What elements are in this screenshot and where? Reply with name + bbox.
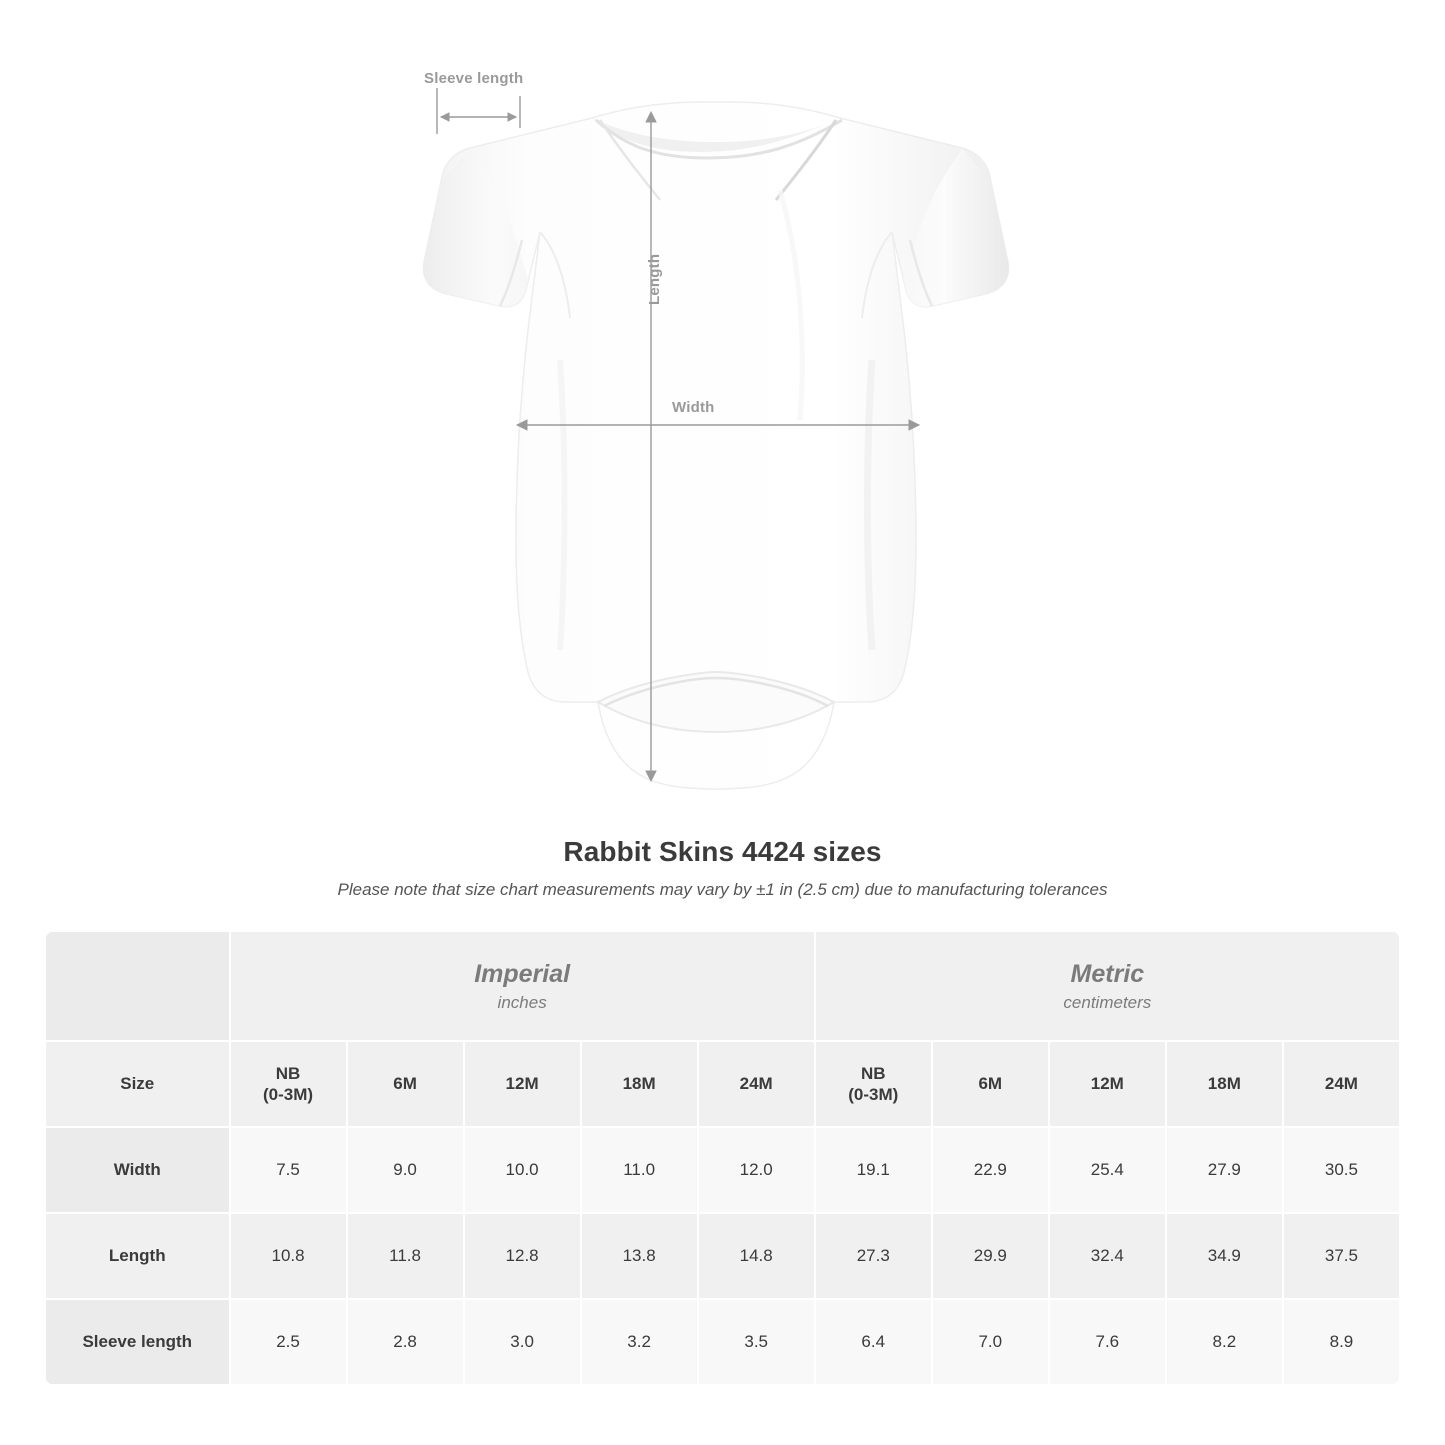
- unit-group-metric: [815, 931, 1400, 1041]
- page-title: Rabbit Skins 4424 sizes: [563, 836, 882, 867]
- column-header-row: [45, 1041, 1400, 1127]
- unit-group-imperial-name: Imperial: [474, 960, 571, 988]
- cell-sleeve-metric-6m: 7.0: [932, 1299, 1049, 1385]
- bodysuit-shape: [423, 102, 1008, 789]
- cell-length-metric-6m: 29.9: [932, 1213, 1049, 1299]
- cell-width-imperial-24m: 12.0: [698, 1127, 815, 1213]
- cell-width-imperial-6m: 9.0: [347, 1127, 464, 1213]
- cell-width-imperial-12m: 10.0: [464, 1127, 581, 1213]
- column-header-imperial-nb: [230, 1041, 347, 1127]
- cell-width-metric-12m: 25.4: [1049, 1127, 1166, 1213]
- unit-group-row: [45, 931, 1400, 1041]
- tolerance-note: Please note that size chart measurements may vary by ±1 in (2.5 cm) due to manufacturing tolerances: [337, 880, 1108, 899]
- cell-sleeve-imperial-12m: 3.0: [464, 1299, 581, 1385]
- cell-sleeve-metric-24m: 8.9: [1283, 1299, 1400, 1385]
- cell-length-imperial-24m: 14.8: [698, 1213, 815, 1299]
- unit-group-metric-sub: centimeters: [1063, 993, 1152, 1012]
- title-block: [0, 836, 1445, 900]
- length-label: Length: [646, 253, 663, 305]
- unit-group-imperial: [230, 931, 815, 1041]
- table-corner-cell: [45, 931, 230, 1041]
- unit-group-metric-name: Metric: [1070, 960, 1145, 988]
- row-label-length: Length: [45, 1213, 230, 1299]
- cell-sleeve-imperial-nb: 2.5: [230, 1299, 347, 1385]
- column-header-imperial-24m: [698, 1041, 815, 1127]
- column-header-text: 18M: [1207, 1074, 1241, 1094]
- cell-length-imperial-18m: 13.8: [581, 1213, 698, 1299]
- column-header-imperial-6m: [347, 1041, 464, 1127]
- width-arrow-right: [909, 420, 919, 430]
- cell-sleeve-imperial-18m: 3.2: [581, 1299, 698, 1385]
- cell-length-imperial-6m: 11.8: [347, 1213, 464, 1299]
- size-table-wrapper: [44, 930, 1401, 1386]
- cell-width-imperial-nb: 7.5: [230, 1127, 347, 1213]
- cell-width-imperial-18m: 11.0: [581, 1127, 698, 1213]
- column-header-metric-nb: [815, 1041, 932, 1127]
- cell-width-metric-18m: 27.9: [1166, 1127, 1283, 1213]
- cell-length-imperial-nb: 10.8: [230, 1213, 347, 1299]
- table-row: [45, 1213, 1400, 1299]
- cell-length-metric-24m: 37.5: [1283, 1213, 1400, 1299]
- cell-length-imperial-12m: 12.8: [464, 1213, 581, 1299]
- unit-group-imperial-sub: inches: [497, 993, 547, 1012]
- column-header-text: 24M: [739, 1074, 773, 1094]
- cell-width-metric-6m: 22.9: [932, 1127, 1049, 1213]
- column-header-metric-18m: [1166, 1041, 1283, 1127]
- sleeve-arrow-right: [508, 113, 516, 121]
- cell-sleeve-metric-12m: 7.6: [1049, 1299, 1166, 1385]
- column-header-metric-24m: [1283, 1041, 1400, 1127]
- row-header-label: Size: [45, 1041, 230, 1127]
- column-header-imperial-12m: [464, 1041, 581, 1127]
- width-label: Width: [672, 399, 715, 416]
- column-header-text: 6M: [393, 1074, 417, 1094]
- column-header-subtext: (0-3M): [848, 1085, 899, 1104]
- column-header-metric-12m: [1049, 1041, 1166, 1127]
- column-header-text: 12M: [505, 1074, 539, 1094]
- table-row: [45, 1127, 1400, 1213]
- size-table: [44, 930, 1401, 1386]
- cell-length-metric-18m: 34.9: [1166, 1213, 1283, 1299]
- column-header-text: NB: [860, 1063, 886, 1083]
- cell-width-metric-24m: 30.5: [1283, 1127, 1400, 1213]
- cell-length-metric-nb: 27.3: [815, 1213, 932, 1299]
- column-header-text: 24M: [1324, 1074, 1358, 1094]
- column-header-text: 12M: [1090, 1074, 1124, 1094]
- cell-sleeve-imperial-6m: 2.8: [347, 1299, 464, 1385]
- row-label-sleeve-length: Sleeve length: [45, 1299, 230, 1385]
- table-row: [45, 1299, 1400, 1385]
- sleeve-length-label: Sleeve length: [424, 70, 524, 87]
- column-header-text: 6M: [978, 1074, 1003, 1094]
- row-label-width: Width: [45, 1127, 230, 1213]
- column-header-metric-6m: [932, 1041, 1049, 1127]
- cell-length-metric-12m: 32.4: [1049, 1213, 1166, 1299]
- sleeve-arrow-left: [441, 113, 449, 121]
- cell-sleeve-imperial-24m: 3.5: [698, 1299, 815, 1385]
- cell-sleeve-metric-18m: 8.2: [1166, 1299, 1283, 1385]
- column-header-text: 18M: [622, 1074, 656, 1094]
- column-header-text: NB: [275, 1063, 301, 1083]
- column-header-imperial-18m: [581, 1041, 698, 1127]
- column-header-subtext: (0-3M): [263, 1085, 314, 1104]
- cell-sleeve-metric-nb: 6.4: [815, 1299, 932, 1385]
- cell-width-metric-nb: 19.1: [815, 1127, 932, 1213]
